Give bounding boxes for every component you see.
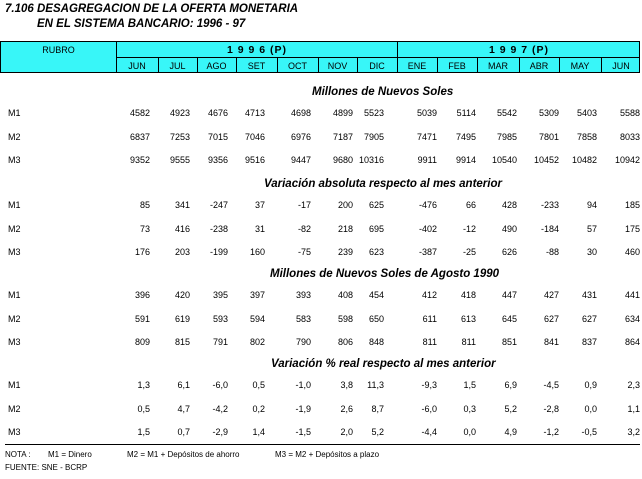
month-header: FEB — [448, 61, 466, 71]
table-cell: 10482 — [571, 155, 597, 165]
table-cell: 7495 — [455, 132, 476, 142]
table-cell: -25 — [462, 247, 476, 257]
table-cell: 185 — [624, 200, 640, 210]
table-cell: -402 — [418, 224, 437, 234]
table-cell: 625 — [368, 200, 384, 210]
table-cell: 460 — [624, 247, 640, 257]
table-cell: -1,5 — [295, 427, 311, 437]
table-cell: 239 — [337, 247, 353, 257]
table-cell: 613 — [460, 314, 476, 324]
table-cell: 811 — [422, 337, 437, 347]
nota-label: NOTA : — [5, 450, 31, 459]
month-divider — [158, 57, 159, 72]
table-cell: 428 — [501, 200, 517, 210]
table-cell: 5588 — [619, 108, 640, 118]
table-cell: 5309 — [538, 108, 559, 118]
table-cell: 10540 — [491, 155, 517, 165]
table-cell: 837 — [581, 337, 597, 347]
table-cell: 7858 — [576, 132, 597, 142]
table-cell: 0,3 — [463, 404, 476, 414]
table-cell: 393 — [295, 290, 311, 300]
table-cell: -2,9 — [212, 427, 228, 437]
table-cell: 397 — [249, 290, 265, 300]
note-m3: M3 = M2 + Depósitos a plazo — [275, 450, 380, 459]
table-cell: 6,1 — [177, 380, 190, 390]
title-line-1: DESAGREGACION DE LA OFERTA MONETARIA — [37, 3, 299, 15]
table-cell: -233 — [540, 200, 559, 210]
table-cell: 627 — [543, 314, 559, 324]
table-cell: 200 — [337, 200, 353, 210]
table-cell: 9447 — [290, 155, 311, 165]
row-label: M1 — [8, 380, 21, 390]
table-cell: 790 — [295, 337, 311, 347]
table-cell: -247 — [209, 200, 228, 210]
table-cell: -6,0 — [212, 380, 228, 390]
table-cell: 203 — [174, 247, 190, 257]
table-cell: 5542 — [496, 108, 517, 118]
table-cell: 341 — [174, 200, 190, 210]
row-label: M2 — [8, 224, 21, 234]
table-cell: 412 — [421, 290, 437, 300]
table-cell: -17 — [297, 200, 311, 210]
table-cell: 7046 — [244, 132, 265, 142]
table-cell: 2,6 — [340, 404, 353, 414]
row-label: M1 — [8, 290, 21, 300]
table-cell: 7801 — [538, 132, 559, 142]
table-cell: 815 — [174, 337, 190, 347]
table-cell: 848 — [368, 337, 384, 347]
table-cell: 9680 — [332, 155, 353, 165]
table-cell: -238 — [209, 224, 228, 234]
table-cell: 4676 — [207, 108, 228, 118]
table-cell: 5403 — [576, 108, 597, 118]
row-label: M3 — [8, 247, 21, 257]
month-divider — [357, 57, 358, 72]
table-cell: 10316 — [358, 155, 384, 165]
title-line-2: EN EL SISTEMA BANCARIO: 1996 - 97 — [37, 18, 246, 30]
table-cell: 9914 — [455, 155, 476, 165]
table-cell: 0,2 — [252, 404, 265, 414]
table-cell: 811 — [461, 337, 476, 347]
month-divider — [559, 57, 560, 72]
table-cell: 695 — [368, 224, 384, 234]
table-cell: 6976 — [290, 132, 311, 142]
table-cell: 9356 — [207, 155, 228, 165]
table-cell: -184 — [540, 224, 559, 234]
table-cell: -4,4 — [421, 427, 437, 437]
row-label: M3 — [8, 337, 21, 347]
table-cell: 66 — [465, 200, 476, 210]
table-cell: 0,7 — [177, 427, 190, 437]
table-cell: 31 — [254, 224, 265, 234]
table-cell: -199 — [209, 247, 228, 257]
table-cell: 7015 — [207, 132, 228, 142]
table-cell: -2,8 — [543, 404, 559, 414]
table-cell: 619 — [174, 314, 190, 324]
table-cell: -12 — [462, 224, 476, 234]
table-cell: 4698 — [290, 108, 311, 118]
table-cell: 593 — [212, 314, 228, 324]
header-rule — [116, 57, 640, 58]
table-cell: 645 — [501, 314, 517, 324]
table-cell: 94 — [586, 200, 597, 210]
table-cell: -9,3 — [421, 380, 437, 390]
table-cell: 9911 — [417, 155, 437, 165]
table-cell: 2,3 — [627, 380, 640, 390]
table-cell: -75 — [297, 247, 311, 257]
table-cell: 802 — [249, 337, 265, 347]
table-cell: 5,2 — [371, 427, 384, 437]
month-header: DIC — [369, 61, 385, 71]
table-cell: 431 — [581, 290, 597, 300]
table-cell: 864 — [624, 337, 640, 347]
table-cell: 0,0 — [584, 404, 597, 414]
note-m2: M2 = M1 + Depósitos de ahorro — [127, 450, 240, 459]
section-title: Variación absoluta respecto al mes anterior — [264, 178, 502, 190]
table-cell: 8,7 — [371, 404, 384, 414]
table-cell: 5523 — [363, 108, 384, 118]
year-1997-header: 1 9 9 7 (P) — [488, 44, 550, 56]
table-cell: 791 — [212, 337, 228, 347]
table-cell: -1,0 — [295, 380, 311, 390]
table-cell: -0,5 — [581, 427, 597, 437]
table-cell: -476 — [418, 200, 437, 210]
table-cell: 73 — [139, 224, 150, 234]
table-cell: 841 — [543, 337, 559, 347]
table-cell: 9555 — [169, 155, 190, 165]
table-cell: 420 — [174, 290, 190, 300]
table-cell: 851 — [501, 337, 517, 347]
note-m1: M1 = Dinero — [48, 450, 92, 459]
table-cell: 11,3 — [367, 380, 384, 390]
month-header: SET — [247, 61, 266, 71]
source-note: FUENTE: SNE - BCRP — [5, 463, 88, 472]
month-divider — [397, 57, 398, 72]
table-cell: 6,9 — [504, 380, 517, 390]
table-cell: 0,5 — [137, 404, 150, 414]
table-cell: 594 — [249, 314, 265, 324]
month-divider — [318, 57, 319, 72]
month-divider — [437, 57, 438, 72]
month-header: AGO — [206, 61, 227, 71]
month-header: OCT — [288, 61, 307, 71]
table-cell: 85 — [139, 200, 150, 210]
table-cell: 591 — [134, 314, 150, 324]
table-cell: 1,5 — [137, 427, 150, 437]
year-1996-header: 1 9 9 6 (P) — [226, 44, 288, 56]
row-label: M2 — [8, 132, 21, 142]
table-cell: 0,9 — [584, 380, 597, 390]
table-cell: 3,2 — [627, 427, 640, 437]
section-title: Millones de Nuevos Soles — [312, 86, 454, 98]
table-cell: 2,0 — [340, 427, 353, 437]
month-header: JUN — [128, 61, 146, 71]
table-cell: 10942 — [614, 155, 640, 165]
table-cell: -1,9 — [295, 404, 311, 414]
table-number: 7.106 — [5, 3, 34, 15]
section-title: Millones de Nuevos Soles de Agosto 1990 — [270, 268, 500, 280]
row-label: M1 — [8, 108, 21, 118]
row-label: M3 — [8, 155, 21, 165]
table-cell: 176 — [134, 247, 150, 257]
table-cell: -4,5 — [543, 380, 559, 390]
table-cell: 8033 — [619, 132, 640, 142]
month-divider — [236, 57, 237, 72]
table-cell: 427 — [543, 290, 559, 300]
table-cell: 1,5 — [463, 380, 476, 390]
table-cell: 4899 — [332, 108, 353, 118]
month-divider — [519, 57, 520, 72]
table-cell: 806 — [337, 337, 353, 347]
table-cell: 7471 — [416, 132, 437, 142]
table-cell: -4,2 — [212, 404, 228, 414]
table-cell: -82 — [297, 224, 311, 234]
table-cell: 634 — [624, 314, 640, 324]
table-cell: 7985 — [496, 132, 517, 142]
table-cell: 441 — [624, 290, 640, 300]
table-cell: 4,7 — [177, 404, 190, 414]
month-header: JUN — [612, 61, 630, 71]
table-cell: 9516 — [244, 155, 265, 165]
row-label: M2 — [8, 404, 21, 414]
table-cell: 4713 — [244, 108, 265, 118]
month-divider — [277, 57, 278, 72]
table-cell: -1,2 — [543, 427, 559, 437]
table-cell: 9352 — [129, 155, 150, 165]
table-cell: 611 — [422, 314, 437, 324]
section-title: Variación % real respecto al mes anterior — [271, 358, 496, 370]
table-cell: 7905 — [363, 132, 384, 142]
table-cell: 4923 — [169, 108, 190, 118]
table-cell: -387 — [418, 247, 437, 257]
table-cell: 1,4 — [252, 427, 265, 437]
table-cell: 416 — [174, 224, 190, 234]
table-cell: 5114 — [456, 108, 476, 118]
table-cell: 7187 — [332, 132, 353, 142]
table-cell: 598 — [337, 314, 353, 324]
table-cell: 396 — [134, 290, 150, 300]
month-header: MAR — [488, 61, 508, 71]
month-divider — [601, 57, 602, 72]
table-cell: 10452 — [533, 155, 559, 165]
table-cell: -88 — [545, 247, 559, 257]
table-cell: 4582 — [129, 108, 150, 118]
table-cell: 395 — [212, 290, 228, 300]
table-cell: -6,0 — [421, 404, 437, 414]
table-cell: 583 — [295, 314, 311, 324]
table-cell: 6837 — [129, 132, 150, 142]
table-cell: 4,9 — [504, 427, 517, 437]
row-label: M1 — [8, 200, 21, 210]
document-title — [5, 2, 298, 32]
table-cell: 175 — [624, 224, 640, 234]
table-cell: 5039 — [416, 108, 437, 118]
notes-rule — [5, 444, 640, 445]
table-cell: 623 — [368, 247, 384, 257]
table-cell: 418 — [460, 290, 476, 300]
table-cell: 408 — [337, 290, 353, 300]
table-cell: 5,2 — [504, 404, 517, 414]
table-cell: 57 — [586, 224, 597, 234]
table-cell: 650 — [368, 314, 384, 324]
table-cell: 1,1 — [627, 404, 640, 414]
table-cell: 37 — [254, 200, 265, 210]
table-cell: 160 — [249, 247, 265, 257]
month-header: ENE — [407, 61, 427, 71]
table-cell: 809 — [134, 337, 150, 347]
table-cell: 454 — [368, 290, 384, 300]
table-cell: 0,0 — [463, 427, 476, 437]
table-cell: 7253 — [169, 132, 190, 142]
month-divider — [477, 57, 478, 72]
table-cell: 0,5 — [252, 380, 265, 390]
month-header: NOV — [327, 61, 348, 71]
table-cell: 447 — [501, 290, 517, 300]
table-cell: 1,3 — [137, 380, 150, 390]
month-header: MAY — [570, 61, 590, 71]
month-header: ABR — [529, 61, 549, 71]
row-label: M2 — [8, 314, 21, 324]
month-header: JUL — [169, 61, 186, 71]
month-divider — [197, 57, 198, 72]
table-cell: 218 — [337, 224, 353, 234]
table-cell: 626 — [501, 247, 517, 257]
table-cell: 627 — [581, 314, 597, 324]
rubro-header: RUBRO — [42, 45, 75, 55]
table-header — [0, 41, 640, 73]
table-cell: 3,8 — [340, 380, 353, 390]
row-label: M3 — [8, 427, 21, 437]
table-cell: 30 — [586, 247, 597, 257]
table-cell: 490 — [501, 224, 517, 234]
